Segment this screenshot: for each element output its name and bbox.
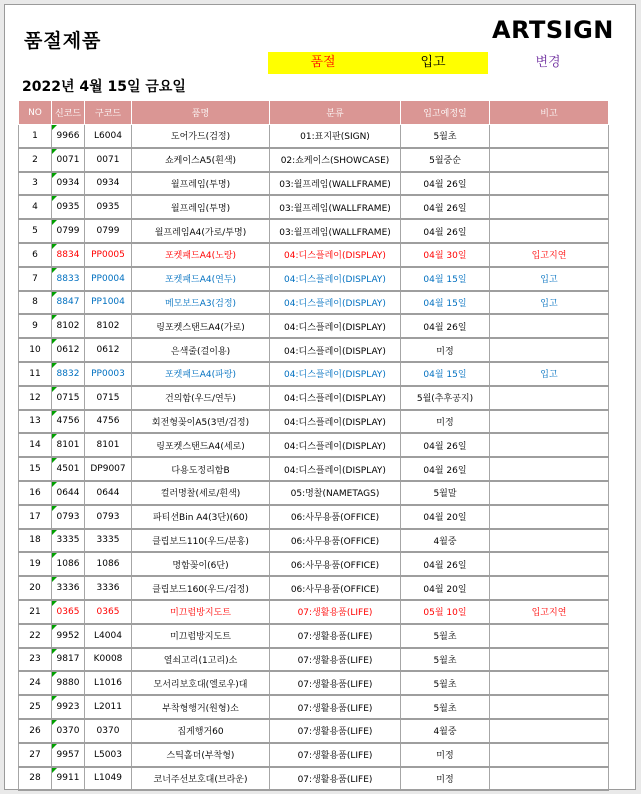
table-row <box>19 576 609 600</box>
cell-new-code: 0715 <box>52 386 85 410</box>
cell-restock-date: 04월 20일 <box>401 505 490 529</box>
cell-category: 04:디스플레이(DISPLAY) <box>270 267 401 291</box>
cell-old-code: 0934 <box>85 172 132 196</box>
cell-restock-date: 미정 <box>401 743 490 767</box>
cell-note <box>490 695 609 719</box>
cell-note <box>490 529 609 553</box>
cell-new-code: 8832 <box>52 362 85 386</box>
cell-no: 13 <box>19 410 52 434</box>
table-row <box>19 671 609 695</box>
cell-note <box>490 386 609 410</box>
cell-product-name: 도어가드(검정) <box>132 125 270 148</box>
cell-no: 6 <box>19 243 52 267</box>
cell-old-code: 0612 <box>85 338 132 362</box>
cell-old-code: K0008 <box>85 648 132 672</box>
cell-new-code: 3335 <box>52 529 85 553</box>
cell-no: 11 <box>19 362 52 386</box>
cell-old-code: 4756 <box>85 410 132 434</box>
cell-no: 19 <box>19 552 52 576</box>
cell-old-code: DP9007 <box>85 457 132 481</box>
table-row <box>19 243 609 267</box>
cell-old-code: 3335 <box>85 529 132 553</box>
table-row <box>19 481 609 505</box>
cell-no: 3 <box>19 172 52 196</box>
cell-category: 07:생활용품(LIFE) <box>270 624 401 648</box>
cell-category: 07:생활용품(LIFE) <box>270 671 401 695</box>
table-row <box>19 219 609 243</box>
cell-new-code: 8833 <box>52 267 85 291</box>
cell-category: 04:디스플레이(DISPLAY) <box>270 362 401 386</box>
cell-old-code: 8101 <box>85 433 132 457</box>
cell-product-name: 건의함(우드/연두) <box>132 386 270 410</box>
cell-restock-date: 5월중순 <box>401 148 490 172</box>
cell-note <box>490 767 609 791</box>
cell-product-name: 메모보드A3(검정) <box>132 291 270 315</box>
cell-product-name: 다용도정리함B <box>132 457 270 481</box>
cell-new-code: 9923 <box>52 695 85 719</box>
cell-new-code: 9952 <box>52 624 85 648</box>
cell-category: 07:생활용품(LIFE) <box>270 767 401 791</box>
cell-new-code: 0644 <box>52 481 85 505</box>
cell-old-code: PP1004 <box>85 291 132 315</box>
cell-product-name: 열쇠고리(1고리)소 <box>132 648 270 672</box>
table-row <box>19 125 609 148</box>
cell-no: 25 <box>19 695 52 719</box>
cell-restock-date: 미정 <box>401 410 490 434</box>
cell-new-code: 0935 <box>52 195 85 219</box>
cell-old-code: L4004 <box>85 624 132 648</box>
cell-category: 03:월프레임(WALLFRAME) <box>270 195 401 219</box>
cell-new-code: 3336 <box>52 576 85 600</box>
cell-note <box>490 219 609 243</box>
cell-note <box>490 624 609 648</box>
cell-note: 입고 <box>490 362 609 386</box>
table-row <box>19 767 609 791</box>
cell-note <box>490 719 609 743</box>
cell-category: 07:생활용품(LIFE) <box>270 648 401 672</box>
cell-old-code: L2011 <box>85 695 132 719</box>
cell-product-name: 클립보드160(우드/검정) <box>132 576 270 600</box>
table-row <box>19 267 609 291</box>
cell-new-code: 4501 <box>52 457 85 481</box>
cell-product-name: 포켓패드A4(파랑) <box>132 362 270 386</box>
cell-product-name: 부착형행거(원형)소 <box>132 695 270 719</box>
cell-note <box>490 576 609 600</box>
cell-product-name: 쇼케이스A5(흰색) <box>132 148 270 172</box>
cell-category: 07:생활용품(LIFE) <box>270 600 401 624</box>
cell-note <box>490 125 609 148</box>
cell-product-name: 파티션Bin A4(3단)(60) <box>132 505 270 529</box>
cell-restock-date: 5월초 <box>401 671 490 695</box>
cell-old-code: PP0003 <box>85 362 132 386</box>
cell-product-name: 스틱홀더(부착형) <box>132 743 270 767</box>
cell-category: 06:사무용품(OFFICE) <box>270 529 401 553</box>
table-row <box>19 386 609 410</box>
cell-no: 23 <box>19 648 52 672</box>
cell-note <box>490 338 609 362</box>
cell-restock-date: 04월 15일 <box>401 291 490 315</box>
cell-product-name: 클립보드110(우드/분홍) <box>132 529 270 553</box>
cell-product-name: 포켓패드A4(노랑) <box>132 243 270 267</box>
cell-product-name: 월프레임(투명) <box>132 172 270 196</box>
cell-product-name: 회전형꽂이A5(3면/검정) <box>132 410 270 434</box>
table-row <box>19 410 609 434</box>
cell-category: 06:사무용품(OFFICE) <box>270 505 401 529</box>
cell-new-code: 4756 <box>52 410 85 434</box>
cell-no: 26 <box>19 719 52 743</box>
cell-note <box>490 481 609 505</box>
cell-old-code: 0799 <box>85 219 132 243</box>
cell-category: 07:생활용품(LIFE) <box>270 695 401 719</box>
cell-old-code: PP0004 <box>85 267 132 291</box>
cell-restock-date: 04월 30일 <box>401 243 490 267</box>
cell-new-code: 8834 <box>52 243 85 267</box>
cell-no: 7 <box>19 267 52 291</box>
cell-note <box>490 505 609 529</box>
cell-category: 05:명찰(NAMETAGS) <box>270 481 401 505</box>
cell-new-code: 9817 <box>52 648 85 672</box>
table-row <box>19 433 609 457</box>
cell-product-name: 컬러명찰(세로/흰색) <box>132 481 270 505</box>
cell-note <box>490 195 609 219</box>
cell-category: 04:디스플레이(DISPLAY) <box>270 410 401 434</box>
col-header-restock-date: 입고예정일 <box>401 101 490 125</box>
cell-no: 27 <box>19 743 52 767</box>
cell-new-code: 8102 <box>52 314 85 338</box>
cell-category: 04:디스플레이(DISPLAY) <box>270 386 401 410</box>
cell-note: 입고지연 <box>490 243 609 267</box>
cell-note <box>490 433 609 457</box>
cell-note: 입고지연 <box>490 600 609 624</box>
table-row <box>19 600 609 624</box>
cell-restock-date: 5월(추후공지) <box>401 386 490 410</box>
cell-note <box>490 671 609 695</box>
cell-category: 04:디스플레이(DISPLAY) <box>270 243 401 267</box>
cell-new-code: 0071 <box>52 148 85 172</box>
cell-new-code: 0793 <box>52 505 85 529</box>
cell-restock-date: 04월 26일 <box>401 195 490 219</box>
legend-change: 변경 <box>535 55 561 70</box>
cell-category: 06:사무용품(OFFICE) <box>270 576 401 600</box>
col-header-category: 분류 <box>270 101 401 125</box>
cell-old-code: 1086 <box>85 552 132 576</box>
col-header-old-code: 구코드 <box>85 101 132 125</box>
cell-restock-date: 4월중 <box>401 719 490 743</box>
cell-category: 04:디스플레이(DISPLAY) <box>270 291 401 315</box>
cell-category: 04:디스플레이(DISPLAY) <box>270 457 401 481</box>
cell-restock-date: 04월 15일 <box>401 267 490 291</box>
cell-old-code: 3336 <box>85 576 132 600</box>
cell-new-code: 8101 <box>52 433 85 457</box>
cell-restock-date: 미정 <box>401 338 490 362</box>
cell-old-code: PP0005 <box>85 243 132 267</box>
cell-restock-date: 5월초 <box>401 695 490 719</box>
cell-no: 14 <box>19 433 52 457</box>
cell-note <box>490 410 609 434</box>
cell-note: 입고 <box>490 291 609 315</box>
cell-category: 04:디스플레이(DISPLAY) <box>270 314 401 338</box>
col-header-no: NO <box>19 101 52 125</box>
cell-no: 10 <box>19 338 52 362</box>
legend-soldout: 품절 <box>310 55 336 70</box>
cell-no: 12 <box>19 386 52 410</box>
cell-product-name: 은색줄(걸이용) <box>132 338 270 362</box>
legend-stock: 입고 <box>420 55 446 70</box>
cell-new-code: 9957 <box>52 743 85 767</box>
cell-restock-date: 5월초 <box>401 125 490 148</box>
cell-no: 20 <box>19 576 52 600</box>
cell-new-code: 0365 <box>52 600 85 624</box>
table-row <box>19 291 609 315</box>
table-row <box>19 362 609 386</box>
table-row <box>19 695 609 719</box>
cell-note <box>490 552 609 576</box>
table-row <box>19 648 609 672</box>
cell-old-code: 0935 <box>85 195 132 219</box>
cell-new-code: 0370 <box>52 719 85 743</box>
cell-old-code: 0365 <box>85 600 132 624</box>
cell-no: 5 <box>19 219 52 243</box>
cell-category: 02:쇼케이스(SHOWCASE) <box>270 148 401 172</box>
cell-no: 28 <box>19 767 52 791</box>
cell-new-code: 0612 <box>52 338 85 362</box>
cell-restock-date: 5월초 <box>401 624 490 648</box>
table-row <box>19 314 609 338</box>
cell-restock-date: 04월 26일 <box>401 314 490 338</box>
cell-no: 8 <box>19 291 52 315</box>
cell-restock-date: 04월 26일 <box>401 457 490 481</box>
cell-restock-date: 미정 <box>401 767 490 791</box>
cell-old-code: L5003 <box>85 743 132 767</box>
soldout-table <box>18 100 609 791</box>
table-row <box>19 505 609 529</box>
cell-product-name: 링포켓스탠드A4(가로) <box>132 314 270 338</box>
table-row <box>19 529 609 553</box>
cell-no: 2 <box>19 148 52 172</box>
cell-no: 15 <box>19 457 52 481</box>
cell-restock-date: 4월중 <box>401 529 490 553</box>
page-title: 품절제품 <box>24 30 102 52</box>
table-row <box>19 148 609 172</box>
cell-restock-date: 04월 15일 <box>401 362 490 386</box>
cell-restock-date: 04월 26일 <box>401 219 490 243</box>
cell-note <box>490 314 609 338</box>
report-date: 2022년 4월 15일 금요일 <box>22 79 186 95</box>
cell-restock-date: 05월 10일 <box>401 600 490 624</box>
cell-new-code: 8847 <box>52 291 85 315</box>
col-header-note: 비고 <box>490 101 609 125</box>
cell-old-code: 0793 <box>85 505 132 529</box>
cell-no: 16 <box>19 481 52 505</box>
cell-restock-date: 5월초 <box>401 648 490 672</box>
cell-no: 21 <box>19 600 52 624</box>
table-row <box>19 624 609 648</box>
cell-restock-date: 04월 26일 <box>401 172 490 196</box>
cell-product-name: 미끄럼방지도트 <box>132 600 270 624</box>
col-header-product-name: 품명 <box>132 101 270 125</box>
cell-no: 18 <box>19 529 52 553</box>
cell-product-name: 코너주선보호대(브라운) <box>132 767 270 791</box>
cell-old-code: L1016 <box>85 671 132 695</box>
cell-new-code: 0799 <box>52 219 85 243</box>
table-body <box>19 125 609 791</box>
cell-product-name: 모서리보호대(엘로우)대 <box>132 671 270 695</box>
cell-note <box>490 648 609 672</box>
cell-product-name: 월프레임(투명) <box>132 195 270 219</box>
cell-old-code: 0715 <box>85 386 132 410</box>
cell-category: 06:사무용품(OFFICE) <box>270 552 401 576</box>
cell-old-code: L1049 <box>85 767 132 791</box>
table-row <box>19 195 609 219</box>
cell-note <box>490 743 609 767</box>
cell-new-code: 1086 <box>52 552 85 576</box>
cell-new-code: 9911 <box>52 767 85 791</box>
cell-category: 03:월프레임(WALLFRAME) <box>270 172 401 196</box>
table-row <box>19 338 609 362</box>
cell-note <box>490 172 609 196</box>
cell-restock-date: 04월 20일 <box>401 576 490 600</box>
cell-category: 07:생활용품(LIFE) <box>270 719 401 743</box>
cell-no: 4 <box>19 195 52 219</box>
table-row <box>19 552 609 576</box>
cell-note <box>490 148 609 172</box>
cell-category: 01:표지판(SIGN) <box>270 125 401 148</box>
cell-product-name: 링포켓스탠드A4(세로) <box>132 433 270 457</box>
col-header-new-code: 신코드 <box>52 101 85 125</box>
cell-old-code: 0370 <box>85 719 132 743</box>
table-row <box>19 719 609 743</box>
cell-old-code: 8102 <box>85 314 132 338</box>
cell-new-code: 0934 <box>52 172 85 196</box>
cell-no: 17 <box>19 505 52 529</box>
table-header-row <box>19 101 609 125</box>
cell-product-name: 집게행거60 <box>132 719 270 743</box>
cell-restock-date: 04월 26일 <box>401 433 490 457</box>
cell-category: 03:월프레임(WALLFRAME) <box>270 219 401 243</box>
cell-product-name: 포켓패드A4(연두) <box>132 267 270 291</box>
cell-old-code: 0644 <box>85 481 132 505</box>
table-row <box>19 172 609 196</box>
cell-no: 1 <box>19 125 52 148</box>
cell-no: 22 <box>19 624 52 648</box>
cell-old-code: 0071 <box>85 148 132 172</box>
cell-product-name: 미끄럼방지도트 <box>132 624 270 648</box>
cell-new-code: 9880 <box>52 671 85 695</box>
cell-restock-date: 04월 26일 <box>401 552 490 576</box>
table-row <box>19 743 609 767</box>
cell-no: 24 <box>19 671 52 695</box>
cell-restock-date: 5월말 <box>401 481 490 505</box>
cell-note <box>490 457 609 481</box>
cell-category: 07:생활용품(LIFE) <box>270 743 401 767</box>
cell-category: 04:디스플레이(DISPLAY) <box>270 338 401 362</box>
cell-new-code: 9966 <box>52 125 85 148</box>
brand-logo: ARTSIGN <box>492 16 614 44</box>
cell-note: 입고 <box>490 267 609 291</box>
cell-category: 04:디스플레이(DISPLAY) <box>270 433 401 457</box>
cell-old-code: L6004 <box>85 125 132 148</box>
table-row <box>19 457 609 481</box>
cell-product-name: 명함꽂이(6단) <box>132 552 270 576</box>
cell-no: 9 <box>19 314 52 338</box>
cell-product-name: 월프레임A4(가로/투명) <box>132 219 270 243</box>
